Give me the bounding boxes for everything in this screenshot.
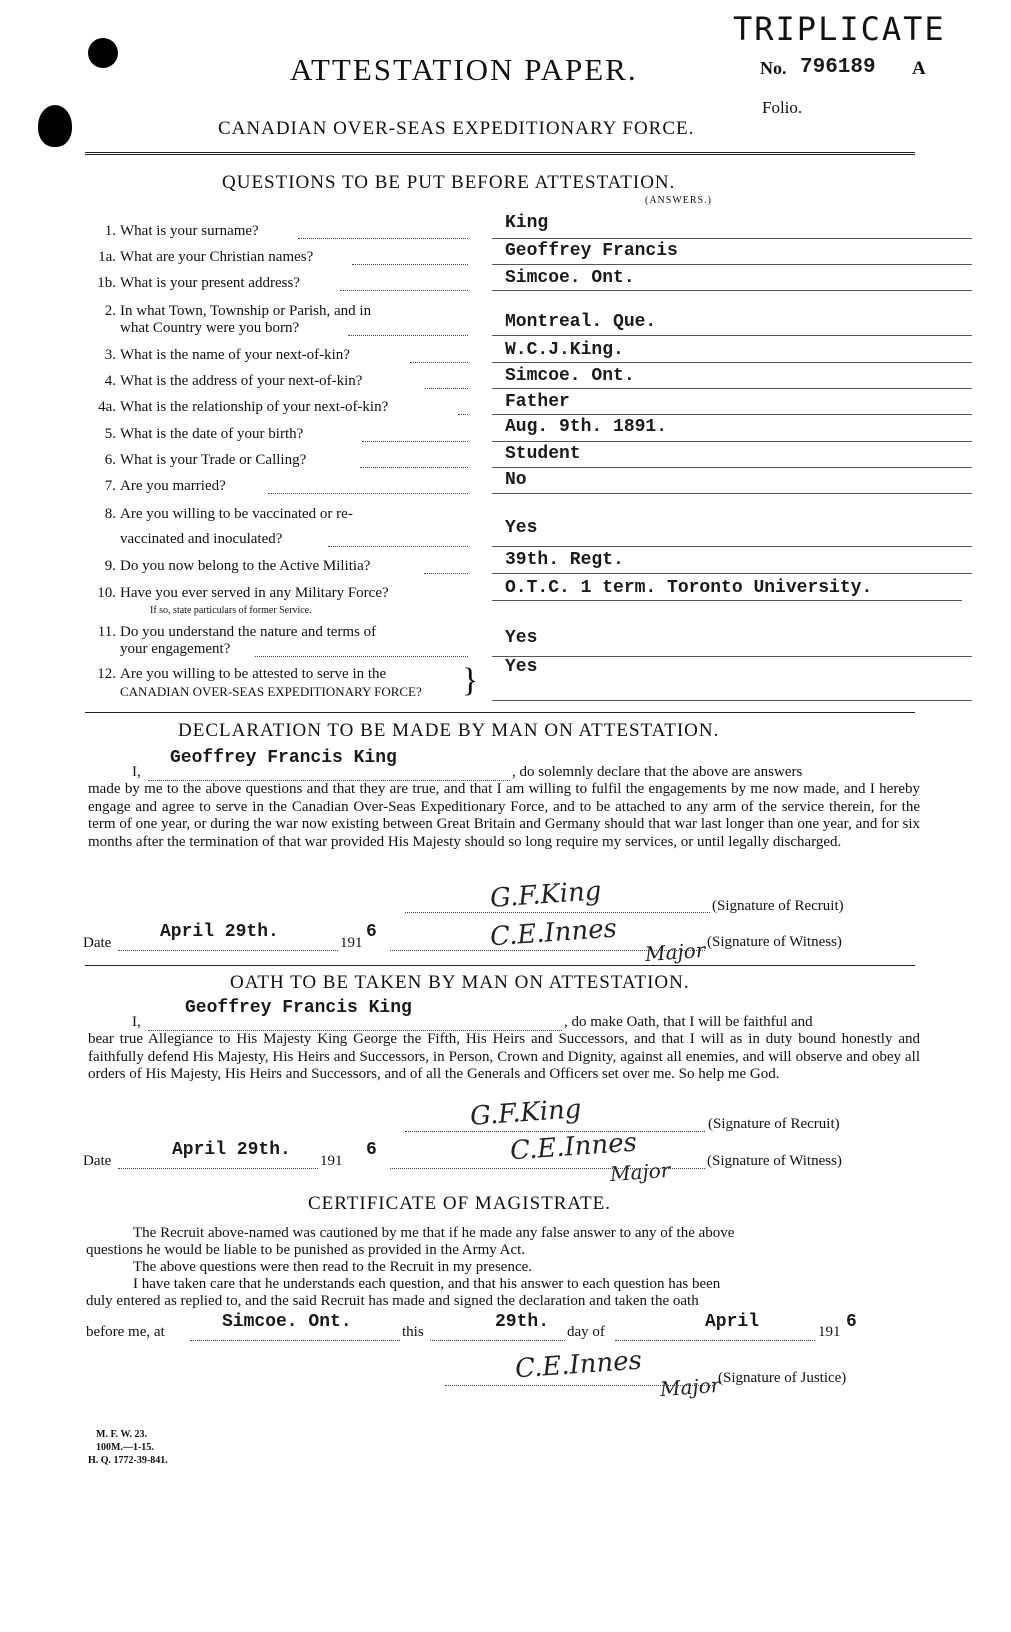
question-text-continued: your engagement?: [120, 641, 231, 657]
serial-number-label: No.: [760, 58, 787, 78]
question-number: 1.: [104, 223, 116, 239]
question-number: 3.: [104, 347, 116, 363]
certificate-day: 29th.: [495, 1312, 550, 1332]
declaration-body: made by me to the above questions and that they are true, and that I am willing to fulfil the engagements by me now made, and I hereby engage and agree to serve in the Canadian Over-Seas Expeditionary Force, and to be attached to any arm of the service therein, for the term of one year, or during the war now existing between Great Britain and Germany should that war last longer than one year, and for six months after the termination of that war provided His Majesty should so long require my services, or until legally discharged.: [88, 781, 920, 850]
question-number: 11.: [97, 624, 116, 640]
question-note: If so, state particulars of former Service.: [150, 605, 312, 616]
answers-label: (ANSWERS.): [645, 195, 712, 206]
question-number: 7.: [104, 478, 116, 494]
question-number: 8.: [104, 506, 116, 522]
witness-signature: C.E.Innes: [509, 1127, 638, 1167]
year-prefix: 191: [340, 935, 363, 951]
justice-rank: Major: [659, 1372, 721, 1402]
declaration-date: April 29th.: [160, 922, 279, 942]
justice-line: [445, 1385, 715, 1386]
certificate-heading: CERTIFICATE OF MAGISTRATE.: [308, 1193, 612, 1214]
oath-heading: OATH TO BE TAKEN BY MAN ON ATTESTATION.: [230, 972, 690, 993]
answer-text: Montreal. Que.: [505, 312, 657, 332]
question-number: 5.: [104, 426, 116, 442]
leader-dots: [328, 546, 468, 547]
question-text: Are you married?: [120, 478, 226, 494]
triplicate-stamp: TRIPLICATE: [733, 10, 946, 48]
declaration-heading: DECLARATION TO BE MADE BY MAN ON ATTESTATION.: [178, 720, 720, 741]
answer-line: [492, 546, 972, 547]
answer-text: Yes: [505, 518, 538, 538]
answer-line: [492, 493, 972, 494]
leader-dots: [424, 573, 468, 574]
oath-date: April 29th.: [172, 1140, 291, 1160]
question-number: 9.: [104, 558, 116, 574]
year-prefix: 191: [320, 1153, 343, 1169]
oath-lead: , do make Oath, that I will be faithful and: [564, 1014, 813, 1030]
answer-text: Simcoe. Ont.: [505, 366, 635, 386]
question-number: 1a.: [98, 249, 116, 265]
recruit-signature-label: (Signature of Recruit): [708, 1116, 840, 1132]
question-number: 6.: [104, 452, 116, 468]
answer-text: King: [505, 213, 549, 233]
questions-heading: QUESTIONS TO BE PUT BEFORE ATTESTATION.: [222, 172, 676, 193]
answer-text: O.T.C. 1 term. Toronto University.: [505, 578, 873, 598]
leader-dots: [340, 290, 468, 291]
oath-i: I,: [132, 1014, 141, 1030]
answer-text: Student: [505, 444, 581, 464]
recruit-signature-label: (Signature of Recruit): [712, 898, 844, 914]
leader-dots: [348, 335, 468, 336]
declaration-name: Geoffrey Francis King: [170, 748, 397, 768]
this-label: this: [402, 1324, 424, 1340]
serial-number: 796189: [800, 56, 876, 79]
question-text: Are you willing to be attested to serve in the: [120, 666, 387, 682]
punch-hole: [38, 105, 72, 147]
answer-text: Simcoe. Ont.: [505, 268, 635, 288]
certificate-line: The above questions were then read to the Recruit in my presence.: [133, 1259, 533, 1275]
witness-rank: Major: [644, 937, 706, 967]
witness-signature: C.E.Innes: [489, 913, 618, 953]
leader-dots: [360, 467, 468, 468]
leader-dots: [362, 441, 468, 442]
certificate-month: April: [705, 1312, 760, 1332]
year-suffix: 6: [846, 1312, 857, 1332]
leader-dots: [410, 362, 468, 363]
question-text: Do you now belong to the Active Militia?: [120, 558, 371, 574]
day-of-label: day of: [567, 1324, 605, 1340]
question-number: 4a.: [98, 399, 116, 415]
year-suffix: 6: [366, 1140, 377, 1160]
question-text: What is the address of your next-of-kin?: [120, 373, 363, 389]
recruit-signature: G.F.King: [469, 1094, 583, 1132]
month-line: [615, 1340, 815, 1341]
answer-line: [492, 441, 972, 442]
answer-line: [492, 414, 972, 415]
question-text-continued: what Country were you born?: [120, 320, 300, 336]
date-line: [118, 1168, 318, 1169]
question-text: Are you willing to be vaccinated or re-: [120, 506, 353, 522]
answer-line: [492, 264, 972, 265]
answer-text: Yes: [505, 628, 538, 648]
answer-line: [492, 335, 972, 336]
answer-line: [492, 238, 972, 239]
answer-text: Geoffrey Francis: [505, 241, 678, 261]
leader-dots: [425, 388, 468, 389]
certificate-place: Simcoe. Ont.: [222, 1312, 352, 1332]
question-number: 10.: [97, 585, 116, 601]
question-text: In what Town, Township or Parish, and in: [120, 303, 372, 319]
answer-line: [492, 290, 972, 291]
place-line: [190, 1340, 400, 1341]
certificate-line: I have taken care that he understands each question, and that his answer to each question has been: [133, 1276, 721, 1292]
oath-name: Geoffrey Francis King: [185, 998, 412, 1018]
certificate-line: questions he would be liable to be punished as provided in the Army Act.: [86, 1242, 526, 1258]
answer-line: [492, 362, 972, 363]
declaration-i: I,: [132, 764, 141, 780]
leader-dots: [268, 493, 468, 494]
leader-dots: [352, 264, 468, 265]
question-number: 4.: [104, 373, 116, 389]
signature-line: [405, 1131, 705, 1132]
section-divider: [85, 712, 915, 713]
justice-signature: C.E.Innes: [514, 1345, 643, 1385]
form-code: M. F. W. 23.: [96, 1429, 148, 1440]
question-number: 1b.: [97, 275, 116, 291]
witness-line: [390, 1168, 705, 1169]
question-text-continued: CANADIAN OVER-SEAS EXPEDITIONARY FORCE?: [120, 684, 422, 699]
answer-text: Yes: [505, 657, 538, 677]
answer-text: 39th. Regt.: [505, 550, 624, 570]
answer-text: Father: [505, 392, 570, 412]
print-reference: H. Q. 1772-39-841.: [88, 1455, 168, 1466]
serial-suffix: A: [912, 58, 926, 79]
signature-line: [405, 912, 710, 913]
day-line: [430, 1340, 565, 1341]
answer-line: [492, 467, 972, 468]
answer-text: W.C.J.King.: [505, 340, 624, 360]
question-number: 2.: [104, 303, 116, 319]
answer-line: [492, 656, 972, 657]
question-text: What is your Trade or Calling?: [120, 452, 307, 468]
date-label: Date: [83, 1153, 112, 1169]
certificate-line: duly entered as replied to, and the said Recruit has made and signed the declaration and taken the oath: [86, 1293, 699, 1309]
answer-text: Aug. 9th. 1891.: [505, 417, 668, 437]
print-run: 100M.—1-15.: [96, 1442, 154, 1453]
answer-line: [492, 388, 972, 389]
answer-text: No: [505, 470, 527, 490]
question-text: Do you understand the nature and terms of: [120, 624, 377, 640]
witness-signature-label: (Signature of Witness): [707, 934, 842, 950]
header-divider: [85, 152, 915, 155]
date-label: Date: [83, 935, 112, 951]
form-title: ATTESTATION PAPER.: [290, 52, 638, 87]
question-text-continued: vaccinated and inoculated?: [120, 531, 283, 547]
witness-rank: Major: [609, 1157, 671, 1187]
justice-signature-label: (Signature of Justice): [718, 1370, 847, 1386]
oath-body: bear true Allegiance to His Majesty King George the Fifth, His Heirs and Successors, and that I will as in duty bound honestly and faithfully defend His Majesty, His Heirs and Successors, in Person, Crown and Dignity, against all enemies, and will observe and obey all orders of His Majesty, His Heirs and Successors, and of all the Generals and Officers set over me. So help me God.: [88, 1031, 920, 1082]
certificate-line: The Recruit above-named was cautioned by me that if he made any false answer to any of the above: [133, 1225, 735, 1241]
section-divider: [85, 965, 915, 966]
question-text: What are your Christian names?: [120, 249, 314, 265]
recruit-signature: G.F.King: [489, 876, 603, 914]
witness-line: [390, 950, 705, 951]
question-text: Have you ever served in any Military Force?: [120, 585, 389, 601]
declaration-lead: , do solemnly declare that the above are answers: [512, 764, 803, 780]
date-line: [118, 950, 338, 951]
brace-mark: }: [462, 662, 479, 699]
answer-line: [492, 600, 962, 601]
question-text: What is your present address?: [120, 275, 300, 291]
question-text: What is your surname?: [120, 223, 259, 239]
folio-label: Folio.: [762, 98, 803, 117]
leader-dots: [255, 656, 468, 657]
answer-line: [492, 573, 972, 574]
question-text: What is the relationship of your next-of-kin?: [120, 399, 389, 415]
year-prefix: 191: [818, 1324, 841, 1340]
before-me-label: before me, at: [86, 1324, 165, 1340]
question-number: 12.: [97, 666, 116, 682]
form-subtitle: CANADIAN OVER-SEAS EXPEDITIONARY FORCE.: [218, 118, 695, 139]
leader-dots: [458, 414, 468, 415]
leader-dots: [298, 238, 468, 239]
witness-signature-label: (Signature of Witness): [707, 1153, 842, 1169]
punch-hole: [88, 38, 118, 68]
year-suffix: 6: [366, 922, 377, 942]
question-text: What is the date of your birth?: [120, 426, 304, 442]
answer-line: [492, 700, 972, 701]
question-text: What is the name of your next-of-kin?: [120, 347, 350, 363]
